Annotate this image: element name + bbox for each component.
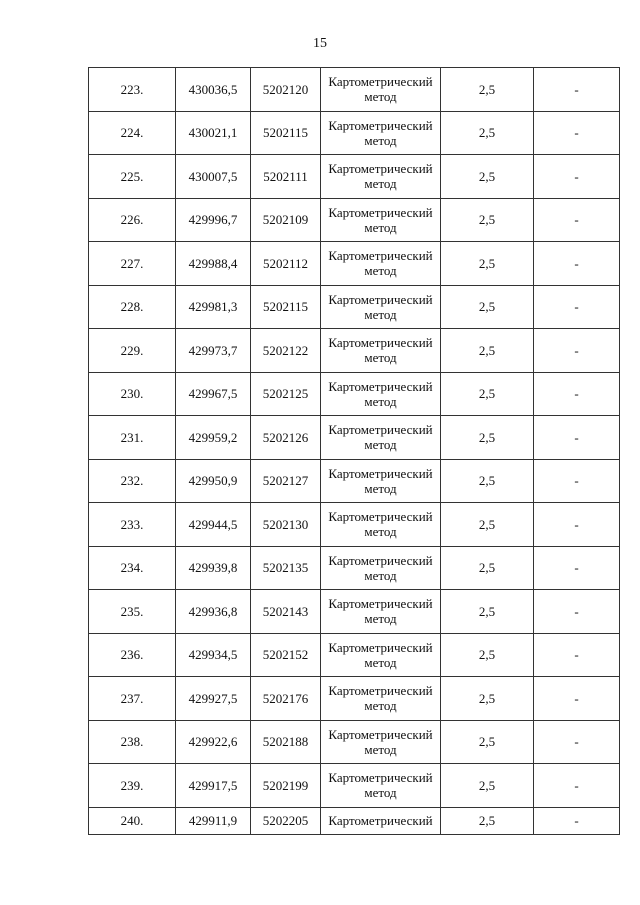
x-coordinate-cell: 430036,5 xyxy=(176,68,251,112)
y-coordinate-cell: 5202176 xyxy=(251,677,321,721)
method-cell: Картометрический метод xyxy=(321,633,441,677)
table-row xyxy=(89,329,620,373)
x-coordinate-cell: 429911,9 xyxy=(176,807,251,834)
x-coordinate-cell: 429973,7 xyxy=(176,329,251,373)
table-row xyxy=(89,111,620,155)
point-number-cell: 238. xyxy=(89,720,176,764)
method-cell: Картометрический метод xyxy=(321,242,441,286)
accuracy-cell: 2,5 xyxy=(441,546,534,590)
y-coordinate-cell: 5202130 xyxy=(251,503,321,547)
table-row xyxy=(89,590,620,634)
x-coordinate-cell: 429981,3 xyxy=(176,285,251,329)
y-coordinate-cell: 5202125 xyxy=(251,372,321,416)
point-number-cell: 235. xyxy=(89,590,176,634)
note-cell: - xyxy=(534,155,620,199)
accuracy-cell: 2,5 xyxy=(441,590,534,634)
note-cell: - xyxy=(534,242,620,286)
accuracy-cell: 2,5 xyxy=(441,155,534,199)
note-cell: - xyxy=(534,111,620,155)
note-cell: - xyxy=(534,633,620,677)
table-row xyxy=(89,416,620,460)
point-number-cell: 230. xyxy=(89,372,176,416)
point-number-cell: 228. xyxy=(89,285,176,329)
y-coordinate-cell: 5202127 xyxy=(251,459,321,503)
x-coordinate-cell: 429950,9 xyxy=(176,459,251,503)
table-row xyxy=(89,807,620,834)
y-coordinate-cell: 5202109 xyxy=(251,198,321,242)
accuracy-cell: 2,5 xyxy=(441,720,534,764)
method-cell: Картометрический xyxy=(321,807,441,834)
note-cell: - xyxy=(534,677,620,721)
method-cell: Картометрический метод xyxy=(321,720,441,764)
note-cell: - xyxy=(534,416,620,460)
x-coordinate-cell: 429917,5 xyxy=(176,764,251,808)
y-coordinate-cell: 5202188 xyxy=(251,720,321,764)
point-number-cell: 240. xyxy=(89,807,176,834)
note-cell: - xyxy=(534,372,620,416)
method-cell: Картометрический метод xyxy=(321,285,441,329)
table-row xyxy=(89,633,620,677)
accuracy-cell: 2,5 xyxy=(441,459,534,503)
method-cell: Картометрический метод xyxy=(321,764,441,808)
point-number-cell: 225. xyxy=(89,155,176,199)
y-coordinate-cell: 5202152 xyxy=(251,633,321,677)
x-coordinate-cell: 429996,7 xyxy=(176,198,251,242)
x-coordinate-cell: 429967,5 xyxy=(176,372,251,416)
accuracy-cell: 2,5 xyxy=(441,416,534,460)
note-cell: - xyxy=(534,285,620,329)
x-coordinate-cell: 429988,4 xyxy=(176,242,251,286)
accuracy-cell: 2,5 xyxy=(441,285,534,329)
y-coordinate-cell: 5202122 xyxy=(251,329,321,373)
method-cell: Картометрический метод xyxy=(321,416,441,460)
x-coordinate-cell: 430007,5 xyxy=(176,155,251,199)
table-row xyxy=(89,720,620,764)
accuracy-cell: 2,5 xyxy=(441,633,534,677)
table-row xyxy=(89,677,620,721)
accuracy-cell: 2,5 xyxy=(441,503,534,547)
accuracy-cell: 2,5 xyxy=(441,242,534,286)
point-number-cell: 234. xyxy=(89,546,176,590)
y-coordinate-cell: 5202199 xyxy=(251,764,321,808)
table-row xyxy=(89,285,620,329)
x-coordinate-cell: 429959,2 xyxy=(176,416,251,460)
x-coordinate-cell: 429939,8 xyxy=(176,546,251,590)
note-cell: - xyxy=(534,764,620,808)
table-row xyxy=(89,372,620,416)
point-number-cell: 229. xyxy=(89,329,176,373)
y-coordinate-cell: 5202126 xyxy=(251,416,321,460)
note-cell: - xyxy=(534,807,620,834)
table-row xyxy=(89,546,620,590)
table-row xyxy=(89,68,620,112)
method-cell: Картометрический метод xyxy=(321,111,441,155)
method-cell: Картометрический метод xyxy=(321,68,441,112)
y-coordinate-cell: 5202205 xyxy=(251,807,321,834)
x-coordinate-cell: 429922,6 xyxy=(176,720,251,764)
method-cell: Картометрический метод xyxy=(321,677,441,721)
accuracy-cell: 2,5 xyxy=(441,111,534,155)
accuracy-cell: 2,5 xyxy=(441,329,534,373)
method-cell: Картометрический метод xyxy=(321,198,441,242)
page-number: 15 xyxy=(313,36,327,51)
y-coordinate-cell: 5202135 xyxy=(251,546,321,590)
point-number-cell: 224. xyxy=(89,111,176,155)
y-coordinate-cell: 5202112 xyxy=(251,242,321,286)
point-number-cell: 226. xyxy=(89,198,176,242)
coordinates-table xyxy=(88,67,620,835)
y-coordinate-cell: 5202111 xyxy=(251,155,321,199)
table-row xyxy=(89,198,620,242)
accuracy-cell: 2,5 xyxy=(441,764,534,808)
x-coordinate-cell: 430021,1 xyxy=(176,111,251,155)
accuracy-cell: 2,5 xyxy=(441,677,534,721)
note-cell: - xyxy=(534,720,620,764)
accuracy-cell: 2,5 xyxy=(441,807,534,834)
note-cell: - xyxy=(534,503,620,547)
method-cell: Картометрический метод xyxy=(321,372,441,416)
note-cell: - xyxy=(534,68,620,112)
accuracy-cell: 2,5 xyxy=(441,68,534,112)
x-coordinate-cell: 429927,5 xyxy=(176,677,251,721)
point-number-cell: 227. xyxy=(89,242,176,286)
x-coordinate-cell: 429934,5 xyxy=(176,633,251,677)
accuracy-cell: 2,5 xyxy=(441,372,534,416)
point-number-cell: 233. xyxy=(89,503,176,547)
method-cell: Картометрический метод xyxy=(321,503,441,547)
table-row xyxy=(89,764,620,808)
method-cell: Картометрический метод xyxy=(321,329,441,373)
note-cell: - xyxy=(534,546,620,590)
y-coordinate-cell: 5202143 xyxy=(251,590,321,634)
x-coordinate-cell: 429936,8 xyxy=(176,590,251,634)
point-number-cell: 231. xyxy=(89,416,176,460)
note-cell: - xyxy=(534,329,620,373)
point-number-cell: 239. xyxy=(89,764,176,808)
x-coordinate-cell: 429944,5 xyxy=(176,503,251,547)
accuracy-cell: 2,5 xyxy=(441,198,534,242)
method-cell: Картометрический метод xyxy=(321,590,441,634)
method-cell: Картометрический метод xyxy=(321,459,441,503)
note-cell: - xyxy=(534,198,620,242)
note-cell: - xyxy=(534,459,620,503)
method-cell: Картометрический метод xyxy=(321,155,441,199)
y-coordinate-cell: 5202115 xyxy=(251,285,321,329)
table-row xyxy=(89,155,620,199)
point-number-cell: 236. xyxy=(89,633,176,677)
method-cell: Картометрический метод xyxy=(321,546,441,590)
note-cell: - xyxy=(534,590,620,634)
point-number-cell: 232. xyxy=(89,459,176,503)
table-row xyxy=(89,242,620,286)
y-coordinate-cell: 5202115 xyxy=(251,111,321,155)
table-row xyxy=(89,503,620,547)
y-coordinate-cell: 5202120 xyxy=(251,68,321,112)
point-number-cell: 223. xyxy=(89,68,176,112)
table-row xyxy=(89,459,620,503)
point-number-cell: 237. xyxy=(89,677,176,721)
